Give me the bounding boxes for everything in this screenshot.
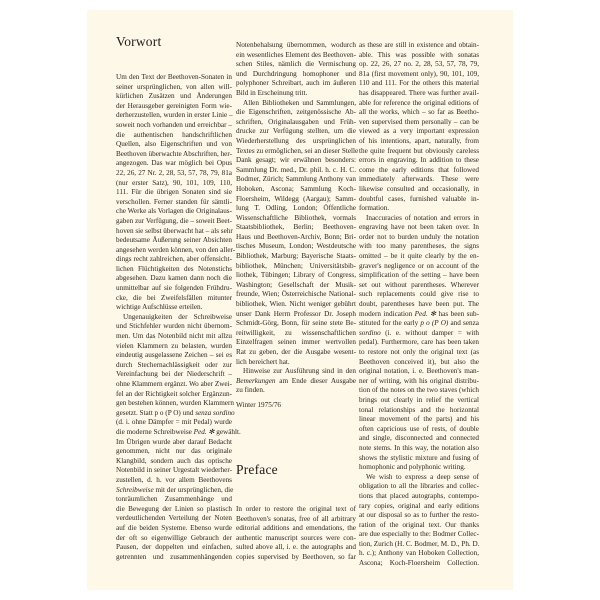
text-line: brings out clearly in relief the vertical: [359, 395, 479, 404]
text-line: Klangbild, sondern auch das optische: [116, 456, 232, 465]
text-line: Beethoven überwachte Abschriften, her-: [116, 149, 233, 158]
text-line: sulted above all, i. e. the autographs and: [236, 543, 356, 552]
text-line: tion, Zurich (H. C. Bodmer, M. D., Ph. D.: [359, 539, 480, 548]
text-line: lich bereichert hat.: [236, 357, 290, 366]
text-line: rary copies, original and early editions: [359, 501, 479, 510]
text-line: shows the stylistic mixture and fusing of: [359, 453, 479, 462]
text-line: Einzelfragen seinen immer wertvollen: [236, 338, 356, 347]
text-line: the quite frequent but obviously careless: [359, 146, 479, 155]
text-line: cke, die bei Zweifelsfällen mitunter: [116, 293, 232, 302]
text-line: dings recht zahlreichen, aber offensicht-: [116, 255, 232, 264]
text-line: getrennten und zusammenhängenden: [116, 552, 232, 561]
text-line: gaben zur Verfügung, die – soweit Beet-: [116, 216, 232, 225]
text-line: likewise consulted and occasionally, in: [359, 184, 479, 193]
text-line: tions that placed autographs, contempo-: [359, 491, 479, 500]
text-line: und Durchdringung homophoner und: [236, 69, 356, 78]
text-line: has disappeared. There was further avail-: [359, 88, 479, 97]
text-line: copies supervised by Beethoven, so far: [236, 552, 356, 561]
text-line: der Herausgeber gereinigten Form wie-: [116, 101, 232, 110]
text-line: Schreibweise mit der ursprünglichen, die: [116, 485, 234, 494]
text-line: verdeutlichenden Verteilung der Noten: [116, 514, 232, 523]
text-line: eindeutig ausgelassene Zeichen – sei es: [116, 351, 232, 360]
text-line: Beethoven's sonatas, free of all arbitrary: [236, 514, 356, 523]
text-line: seiner ursprünglichen, von allen will-: [116, 82, 232, 91]
text-line: Haus und Beethoven-Archiv, Bonn; Bri-: [236, 232, 356, 241]
text-line: engraving have not been taken over. In: [359, 223, 479, 232]
text-line: ein wesentliches Element des Beethoven-: [236, 50, 356, 59]
text-line: ven supervised them personally – can be: [359, 117, 479, 126]
text-line: 81a (first movement only), 90, 101, 109,: [359, 69, 479, 78]
text-line: Textes zu ermöglichen, sei an dieser Stelle: [236, 146, 359, 155]
preface-heading: Preface: [236, 462, 278, 477]
text-line: durch Stechernachlässigkeit oder zur: [116, 360, 232, 369]
text-line: angesehen werden können, von den aller-: [116, 245, 236, 254]
text-line: errors in engraving. In addition to these: [359, 156, 479, 165]
text-line: viewed as a very important expression: [359, 127, 479, 136]
text-line: Floersheim, Wildegg (Aargau); Samm-: [236, 194, 356, 203]
text-line: op. 22, 26, 27 no. 2, 28, 53, 57, 78, 79,: [359, 60, 479, 69]
text-line: In order to restore the original text of: [236, 505, 356, 513]
text-line: often capricious use of rests, of double: [359, 424, 479, 433]
text-line: come the early editions that followed: [359, 165, 479, 174]
text-line: pedal). Furthermore, care has been taken: [359, 338, 479, 347]
text-line: Hinweise zur Ausführung sind in den: [243, 367, 356, 376]
text-line: modern indication Ped. ✻ has been sub-: [359, 309, 480, 318]
text-line: reitwilligkeit, zu wissenschaftlichen: [236, 328, 356, 337]
text-line: genommen, nicht nur das originale: [116, 447, 232, 456]
text-line: hoven sie selbst überwacht hat – als sehr: [116, 226, 233, 235]
text-line: die moderne Schreibweise Ped. ✻ gewählt.: [116, 427, 241, 436]
text-line: order not to burden unduly the notation: [359, 232, 479, 241]
text-line: original notation, i. e. Beethoven's man-: [359, 367, 479, 376]
text-line: Staatsbibliothek, Berlin; Beethoven-: [236, 223, 356, 232]
text-line: tisches Museum, London; Westdeutsche: [236, 242, 356, 251]
text-line: verschollen. Ferner standen für sämtli-: [116, 197, 232, 206]
text-line: tion of the notes on the two staves (which: [359, 386, 479, 395]
text-line: bedeutsame Äußerung seiner Absichten: [116, 236, 232, 245]
text-line: fel an der Richtigkeit solcher Ergänzun-: [116, 389, 232, 398]
text-line: Rat zu geben, der die Ausgabe wesent-: [236, 348, 356, 356]
text-line: able. This was possible with sonatas: [359, 50, 479, 59]
text-line: (d. i. ohne Dämpfer = mit Pedal) wurde: [116, 418, 232, 427]
text-line: such replacements could give rise to: [359, 290, 479, 299]
text-line: at our disposal so as to further the resto-: [359, 511, 479, 520]
text-line: and single, disconnected and connected: [359, 434, 479, 443]
text-line: Bibliothek, Marburg; Bayerische Staats-: [236, 252, 356, 261]
text-line: as these are still in existence and obtain-: [359, 41, 479, 49]
text-line: doubtful cases, furnished valuable in-: [359, 194, 479, 203]
vorwort-left-column: [116, 73, 241, 562]
text-line: set out without parentheses. Wherever: [359, 280, 479, 289]
text-line: abgesehen. Dazu kamen dann noch die: [116, 274, 232, 283]
text-line: Allen Bibliotheken und Sammlungen,: [243, 98, 356, 107]
text-line: Um den Text der Beethoven-Sonaten in: [116, 73, 232, 81]
text-line: formation.: [359, 204, 390, 213]
text-line: We wish to express a deep sense of: [366, 472, 479, 481]
text-line: Wissenschaftliche Bibliothek, vormals: [236, 213, 356, 222]
text-line: 22, 26, 27 Nr. 2, 28, 53, 57, 78, 79, 81a: [116, 168, 232, 177]
text-line: zustellen, d. h. vor allem Beethovens: [116, 475, 232, 484]
text-line: angezogen. Das war möglich bei Opus: [116, 159, 232, 168]
text-line: Washington; Gesellschaft der Musik-: [236, 280, 356, 289]
text-line: die Eigenschriften, zeitgenössische Ab-: [236, 108, 356, 117]
text-line: simplification of the setting – have been: [359, 271, 479, 280]
text-line: Im Übrigen wurde aber darauf Bedacht: [116, 437, 232, 446]
text-line: schen Stiles, nämlich die Vermischung: [236, 60, 356, 69]
preface-middle-column: [236, 505, 356, 563]
text-line: Beethoven conceived it), but also the: [359, 357, 479, 366]
text-line: Bild in Erscheinung tritt.: [236, 88, 308, 97]
text-line: men. Um das Notenbild nicht mit allzu: [116, 332, 232, 341]
text-line: bibliothek, München; Universitätsbib-: [236, 261, 356, 270]
text-line: linear movement of the parts) and his: [359, 415, 479, 424]
text-line: graver's negligence or on account of the: [359, 261, 479, 270]
text-line: bibliothek, Wien. Nicht weniger gebührt: [236, 300, 356, 309]
text-line: Ascona; Koch-Floersheim Collection.: [359, 559, 479, 568]
text-line: Schmidt-Görg, Bonn, für seine stete Be-: [236, 319, 356, 328]
text-line: lichen Flüchtigkeiten des Notenstichs: [116, 264, 232, 273]
text-line: Hoboken, Ascona; Sammlung Koch-: [236, 184, 356, 193]
text-line: Vereinfachung bei der Niederschrift –: [116, 370, 232, 379]
text-line: liothek, Tübingen; Library of Congress,: [236, 271, 356, 280]
text-line: to restore not only the original text (as: [359, 348, 479, 356]
text-line: und Stichfehler wurden nicht übernom-: [116, 322, 232, 331]
text-line: stituted for the early p o (P O) and senza: [359, 319, 479, 328]
text-line: Pausen, der doppelten und einfachen,: [116, 543, 232, 552]
text-line: (nur erster Satz), 90, 101, 109, 110,: [116, 178, 232, 187]
text-line: Ungenauigkeiten der Schreibweise: [123, 312, 232, 321]
text-line: che Werke als Vorlagen die Originalaus-: [116, 207, 232, 216]
text-line: Inaccuracies of notation and errors in: [366, 213, 479, 222]
text-line: Bodmer, Zürich; Sammlung Anthony van: [236, 175, 356, 184]
text-line: authentic manuscript sources were con-: [236, 533, 356, 542]
text-line: Quellen, also Eigenschriften und von: [116, 140, 232, 149]
text-line: able for reference the original editions of: [359, 98, 479, 107]
text-line: tonal relationships and the horizontal: [359, 405, 479, 414]
vorwort-heading: Vorwort: [116, 34, 162, 49]
text-line: freunde, Wien; Österreichische National-: [236, 290, 356, 299]
text-line: with too many parentheses, the signs: [359, 242, 479, 251]
text-line: sordino (i. e. without damper = with: [359, 328, 479, 337]
text-line: die Bewegung der Linien so plastisch: [116, 504, 232, 513]
text-line: ohne Klammern ergänzt. Wo aber Zwei-: [116, 380, 232, 388]
text-line: all the works, which – so far as Beetho-: [359, 108, 479, 117]
text-line: Wiederherstellung des ursprünglichen: [236, 136, 356, 145]
text-line: of his intentions, apart, naturally, from: [359, 136, 479, 145]
text-line: wichtige Aufschlüsse erteilen.: [116, 303, 203, 312]
text-line: homophonic and polyphonic writing.: [359, 463, 466, 472]
text-line: auf die beiden Systeme. Ebenso wurde: [116, 523, 232, 532]
vorwort-middle-column: [236, 41, 359, 396]
text-line: tonräumlichen Zusammenhänge und: [116, 495, 232, 504]
text-line: gen bestehen können, wurden Klammern: [116, 399, 234, 408]
text-line: schriften, Originalausgaben und Früh-: [236, 117, 356, 126]
text-line: vielen Klammern zu belasten, wurden: [116, 341, 232, 350]
vorwort-date: [236, 401, 356, 411]
text-line: drucke zur Verfügung stellten, um die: [236, 127, 356, 136]
text-line: doubt, parentheses have been put. The: [359, 300, 479, 309]
text-line: kürlichen Zusätzen und Änderungen: [116, 92, 232, 101]
text-line: derherzustellen, wurden in erster Linie –: [116, 111, 233, 120]
text-line: Sammlung Dr. med., Dr. phil. h. c. H. C.: [236, 165, 356, 174]
text-line: zu finden.: [236, 386, 265, 395]
text-line: ner of writing, with his original distribu-: [359, 376, 479, 385]
text-line: Bemerkungen am Ende dieser Ausgabe: [236, 376, 356, 385]
text-line: polyphoner Schreibart, auch im äußeren: [236, 79, 356, 88]
text-line: Notenbild in seiner Urgestalt wiederher-: [116, 466, 232, 475]
text-line: der oft so eigenwillige Gebrauch der: [116, 533, 232, 542]
text-line: are due especially to the: Bodmer Collec-: [359, 530, 479, 539]
text-line: 110 and 111. For the others this material: [359, 79, 479, 88]
text-line: h. c.); Anthony van Hoboken Collection,: [359, 549, 479, 558]
text-line: die authentischen handschriftlichen: [116, 130, 232, 139]
text-line: gesetzt. Statt p o (P O) und senza sordino: [116, 408, 235, 417]
text-line: Notenbehalsung übernommen, wodurch: [236, 41, 356, 49]
text-line: omitted – be it quite clearly by the en-: [359, 252, 479, 261]
text-line: lung T. Odling, London; Öffentliche: [236, 204, 356, 213]
text-line: soweit noch vorhanden und erreichbar –: [116, 120, 232, 129]
text-line: Dank gesagt; wir erwähnen besonders:: [236, 156, 356, 165]
text-line: obligation to all the libraries and collec-: [359, 482, 479, 491]
text-line: unser Dank Herrn Professor Dr. Joseph: [236, 309, 356, 318]
text-line: immediately afterwards. These were: [359, 175, 479, 184]
text-line: 111. Für die übrigen Sonaten sind sie: [116, 188, 232, 197]
preface-right-column: [359, 41, 479, 569]
text-line: note stems. In this way, the notation also: [359, 443, 479, 452]
text-line: editorial additions and emendations, the: [236, 524, 356, 533]
date-line: Winter 1975/76: [236, 401, 282, 409]
text-line: unmittelbar auf sie folgenden Frühdru-: [116, 284, 232, 293]
text-line: ration of the original text. Our thanks: [359, 520, 479, 529]
